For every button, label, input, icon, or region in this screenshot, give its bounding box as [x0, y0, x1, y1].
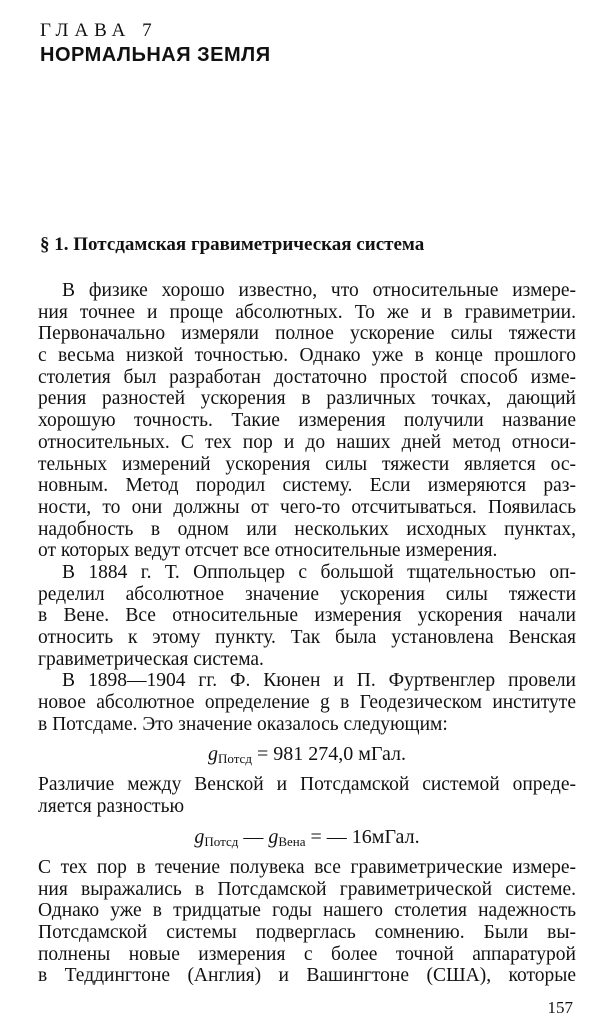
- formula-value: = 981 274,0 мГал.: [251, 743, 406, 766]
- text-line: рения разностей ускорения в различных точках, дающий: [38, 388, 576, 410]
- formula-symbol: g: [208, 743, 218, 766]
- formula-minus: —: [238, 825, 269, 848]
- text-line: гравиметрическая система.: [38, 648, 264, 670]
- text-line: Первоначально измеряли полное ускорение силы тяжести: [38, 323, 576, 345]
- text-line: в Вене. Все относительные измерения ускорения начали: [38, 605, 576, 627]
- paragraph-1: [38, 280, 576, 562]
- text-line: новое абсолютное определение g в Геодезическом институте: [38, 692, 576, 714]
- text-line: хорошую точность. Такие измерения получили название: [38, 410, 576, 432]
- formula-difference: [38, 822, 576, 852]
- text-line: в Теддингтоне (Англия) и Вашингтоне (США), которые: [38, 965, 576, 987]
- text-line: относительных. С тех пор и до наших дней метод относи-: [38, 431, 576, 453]
- formula-symbol: g: [194, 825, 205, 848]
- paragraph-3: [38, 670, 576, 735]
- text-line: В 1898—1904 гг. Ф. Кюнен и П. Фуртвенглер провели: [62, 670, 576, 692]
- text-line: В физике хорошо известно, что относительные измере-: [62, 280, 576, 301]
- section-heading: § 1. Потсдамская гравиметрическая система: [40, 234, 425, 255]
- text-line: относить к этому пункту. Так была установлена Венская: [38, 627, 576, 648]
- chapter-title: НОРМАЛЬНАЯ ЗЕМЛЯ: [40, 44, 271, 66]
- text-line: столетия был разработан достаточно простой способ изме-: [38, 366, 576, 388]
- text-line: С тех пор в течение полувека все гравиметрические измере-: [38, 856, 576, 878]
- text-line: Потсдамской системы подверглась сомнению. Были вы-: [38, 921, 576, 943]
- text-line: с весьма низкой точностью. Однако уже в конце прошлого: [38, 345, 576, 367]
- paragraph-4: [38, 774, 576, 817]
- formula-symbol: g: [268, 825, 279, 848]
- chapter-label: ГЛАВА 7: [40, 20, 158, 41]
- formula-value: = — 16мГал.: [305, 825, 420, 848]
- text-line: в Потсдаме. Это значение оказалось следующим:: [38, 713, 448, 735]
- formula-potsdam-value: [38, 739, 576, 769]
- text-line: тельных измерений ускорения силы тяжести является ос-: [38, 453, 576, 475]
- text-line: ния точнее и проще абсолютных. То же и в гравиметрии.: [38, 301, 576, 323]
- text-line: полнены новые измерения с более точной аппаратурой: [38, 943, 576, 965]
- paragraph-5: [38, 857, 576, 987]
- text-line: от которых ведут отсчет все относительные измерения.: [38, 540, 498, 562]
- formula-subscript: Вена: [278, 833, 306, 849]
- text-line: ния выражались в Потсдамской гравиметрической системе.: [38, 878, 576, 900]
- text-line: Однако уже в тридцатые годы нашего столетия надежность: [38, 900, 576, 922]
- text-line: надобность в одном или нескольких исходных пунктах,: [38, 518, 576, 540]
- page-number: 157: [547, 998, 573, 1017]
- text-line: Различие между Венской и Потсдамской системой опреде-: [38, 774, 576, 796]
- text-line: ляется разностью: [38, 796, 185, 818]
- text-line: ределил абсолютное значение ускорения силы тяжести: [38, 583, 576, 605]
- body-text: [38, 280, 576, 987]
- text-line: В 1884 г. Т. Оппольцер с большой тщательностью оп-: [62, 561, 576, 583]
- paragraph-2: [38, 562, 576, 670]
- text-line: новным. Метод породил систему. Если измеряются раз-: [38, 475, 576, 497]
- formula-subscript: Потсд: [218, 751, 252, 767]
- text-line: ности, то они должны от чего-то отсчитываться. Появилась: [38, 496, 576, 518]
- formula-subscript: Потсд: [204, 833, 239, 849]
